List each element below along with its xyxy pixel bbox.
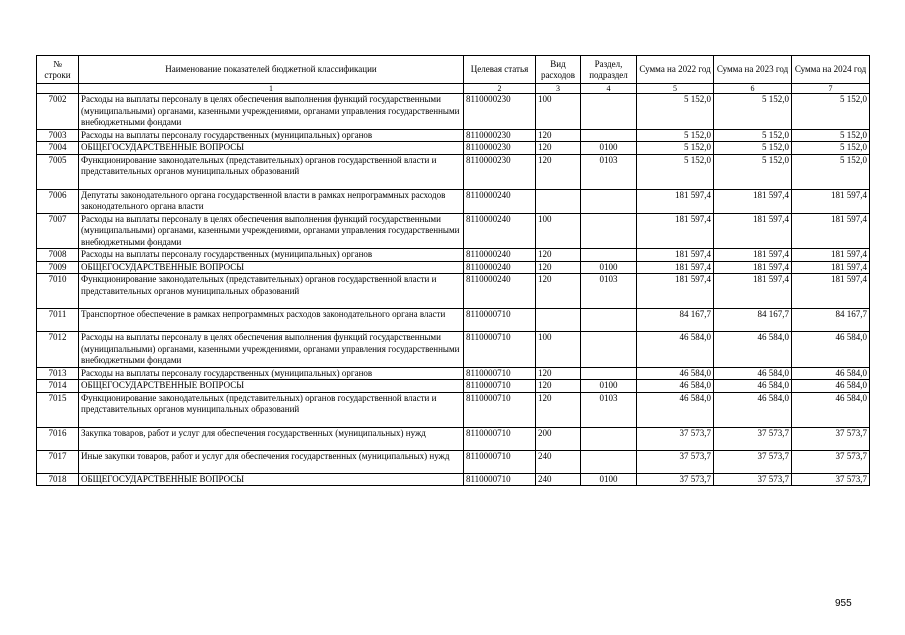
row-target-article: 8110000230	[464, 154, 536, 189]
row-sum-2022: 181 597,4	[637, 189, 714, 213]
table-row	[37, 427, 870, 450]
row-name: Расходы на выплаты персоналу государственных (муниципальных) органов	[79, 367, 464, 380]
header-row-number: № строки	[37, 56, 79, 84]
header-section: Раздел, подраздел	[581, 56, 637, 84]
row-name: ОБЩЕГОСУДАРСТВЕННЫЕ ВОПРОСЫ	[79, 380, 464, 393]
row-sum-2023: 181 597,4	[714, 249, 792, 262]
row-sum-2024: 181 597,4	[792, 261, 870, 274]
row-number: 7011	[37, 309, 79, 332]
row-target-article: 8110000710	[464, 473, 536, 486]
row-section	[581, 189, 637, 213]
table-row	[37, 129, 870, 142]
row-name: Функционирование законодательных (представительных) органов государственной власти и представительных органов муниципальных образований	[79, 392, 464, 427]
row-section	[581, 249, 637, 262]
row-sum-2022: 5 152,0	[637, 142, 714, 155]
column-index	[37, 84, 79, 94]
row-sum-2022: 84 167,7	[637, 309, 714, 332]
row-section: 0103	[581, 392, 637, 427]
row-sum-2024: 46 584,0	[792, 392, 870, 427]
header-name: Наименование показателей бюджетной классификации	[79, 56, 464, 84]
row-sum-2022: 181 597,4	[637, 274, 714, 309]
row-sum-2024: 5 152,0	[792, 94, 870, 130]
row-target-article: 8110000710	[464, 392, 536, 427]
row-sum-2024: 5 152,0	[792, 142, 870, 155]
table-row	[37, 332, 870, 368]
row-name: Депутаты законодательного органа государственной власти в рамках непрограммных расходов законодательного органа власти	[79, 189, 464, 213]
row-expense-type: 200	[536, 427, 581, 450]
row-sum-2024: 46 584,0	[792, 367, 870, 380]
table-row	[37, 261, 870, 274]
table-header-row	[37, 56, 870, 84]
row-sum-2022: 37 573,7	[637, 427, 714, 450]
row-sum-2023: 5 152,0	[714, 94, 792, 130]
row-section: 0100	[581, 261, 637, 274]
row-sum-2022: 181 597,4	[637, 261, 714, 274]
row-target-article: 8110000710	[464, 332, 536, 368]
row-target-article: 8110000230	[464, 94, 536, 130]
row-number: 7014	[37, 380, 79, 393]
column-index: 6	[714, 84, 792, 94]
row-expense-type: 120	[536, 154, 581, 189]
row-sum-2022: 37 573,7	[637, 450, 714, 473]
row-sum-2023: 181 597,4	[714, 274, 792, 309]
row-name: Функционирование законодательных (представительных) органов государственной власти и представительных органов муниципальных образований	[79, 274, 464, 309]
row-section	[581, 94, 637, 130]
row-sum-2024: 5 152,0	[792, 154, 870, 189]
row-section: 0103	[581, 274, 637, 309]
row-sum-2023: 37 573,7	[714, 427, 792, 450]
row-number: 7012	[37, 332, 79, 368]
row-section	[581, 427, 637, 450]
row-expense-type: 120	[536, 380, 581, 393]
row-section	[581, 450, 637, 473]
column-index: 5	[637, 84, 714, 94]
row-section	[581, 129, 637, 142]
table-row	[37, 249, 870, 262]
row-sum-2022: 181 597,4	[637, 249, 714, 262]
table-row	[37, 367, 870, 380]
row-sum-2023: 181 597,4	[714, 213, 792, 249]
row-name: Функционирование законодательных (представительных) органов государственной власти и представительных органов муниципальных образований	[79, 154, 464, 189]
row-sum-2023: 84 167,7	[714, 309, 792, 332]
row-number: 7008	[37, 249, 79, 262]
column-index: 2	[464, 84, 536, 94]
row-expense-type: 120	[536, 249, 581, 262]
row-sum-2023: 37 573,7	[714, 473, 792, 486]
row-expense-type: 120	[536, 129, 581, 142]
row-sum-2022: 46 584,0	[637, 380, 714, 393]
row-name: Транспортное обеспечение в рамках непрограммных расходов законодательного органа власти	[79, 309, 464, 332]
header-expense-type: Вид расходов	[536, 56, 581, 84]
row-sum-2024: 84 167,7	[792, 309, 870, 332]
header-sum-2024: Сумма на 2024 год	[792, 56, 870, 84]
table-row	[37, 450, 870, 473]
row-number: 7015	[37, 392, 79, 427]
row-sum-2024: 181 597,4	[792, 274, 870, 309]
page-number: 955	[835, 598, 852, 609]
row-expense-type: 120	[536, 261, 581, 274]
table-body	[37, 94, 870, 486]
row-sum-2024: 37 573,7	[792, 473, 870, 486]
row-section	[581, 367, 637, 380]
row-number: 7004	[37, 142, 79, 155]
budget-table	[36, 55, 870, 486]
row-name: Расходы на выплаты персоналу в целях обеспечения выполнения функций государственными (муниципальными) органами, казенными учреждениями, органами управления государственными внебюджетными фондами	[79, 213, 464, 249]
row-section: 0100	[581, 142, 637, 155]
row-name: Расходы на выплаты персоналу в целях обеспечения выполнения функций государственными (муниципальными) органами, казенными учреждениями, органами управления государственными внебюджетными фондами	[79, 332, 464, 368]
row-expense-type: 120	[536, 274, 581, 309]
table-row	[37, 142, 870, 155]
row-expense-type: 120	[536, 367, 581, 380]
row-sum-2023: 46 584,0	[714, 392, 792, 427]
row-sum-2023: 46 584,0	[714, 367, 792, 380]
row-name: Иные закупки товаров, работ и услуг для обеспечения государственных (муниципальных) нужд	[79, 450, 464, 473]
column-index-row	[37, 84, 870, 94]
row-target-article: 8110000710	[464, 309, 536, 332]
row-name: Расходы на выплаты персоналу государственных (муниципальных) органов	[79, 129, 464, 142]
row-sum-2024: 37 573,7	[792, 450, 870, 473]
row-target-article: 8110000240	[464, 189, 536, 213]
row-sum-2022: 46 584,0	[637, 392, 714, 427]
row-sum-2022: 5 152,0	[637, 94, 714, 130]
row-sum-2024: 37 573,7	[792, 427, 870, 450]
row-expense-type: 100	[536, 213, 581, 249]
row-sum-2023: 46 584,0	[714, 380, 792, 393]
row-number: 7013	[37, 367, 79, 380]
row-sum-2024: 181 597,4	[792, 213, 870, 249]
row-name: Расходы на выплаты персоналу государственных (муниципальных) органов	[79, 249, 464, 262]
row-sum-2022: 46 584,0	[637, 367, 714, 380]
table-row	[37, 189, 870, 213]
row-sum-2023: 5 152,0	[714, 142, 792, 155]
row-sum-2023: 37 573,7	[714, 450, 792, 473]
column-index: 7	[792, 84, 870, 94]
row-number: 7017	[37, 450, 79, 473]
row-expense-type	[536, 309, 581, 332]
row-number: 7003	[37, 129, 79, 142]
row-target-article: 8110000240	[464, 213, 536, 249]
column-index: 4	[581, 84, 637, 94]
row-sum-2023: 181 597,4	[714, 189, 792, 213]
row-sum-2022: 5 152,0	[637, 154, 714, 189]
table-row	[37, 213, 870, 249]
row-expense-type: 240	[536, 473, 581, 486]
row-section: 0100	[581, 473, 637, 486]
row-sum-2023: 46 584,0	[714, 332, 792, 368]
row-target-article: 8110000230	[464, 129, 536, 142]
row-sum-2022: 181 597,4	[637, 213, 714, 249]
row-sum-2023: 181 597,4	[714, 261, 792, 274]
row-name: Расходы на выплаты персоналу в целях обеспечения выполнения функций государственными (муниципальными) органами, казенными учреждениями, органами управления государственными внебюджетными фондами	[79, 94, 464, 130]
row-sum-2024: 181 597,4	[792, 249, 870, 262]
table-row	[37, 392, 870, 427]
column-index: 1	[79, 84, 464, 94]
row-number: 7010	[37, 274, 79, 309]
table-row	[37, 94, 870, 130]
row-section	[581, 332, 637, 368]
row-section: 0103	[581, 154, 637, 189]
row-number: 7005	[37, 154, 79, 189]
row-sum-2024: 46 584,0	[792, 380, 870, 393]
row-target-article: 8110000240	[464, 249, 536, 262]
row-expense-type: 120	[536, 142, 581, 155]
row-target-article: 8110000710	[464, 427, 536, 450]
row-target-article: 8110000710	[464, 367, 536, 380]
row-sum-2022: 37 573,7	[637, 473, 714, 486]
row-name: ОБЩЕГОСУДАРСТВЕННЫЕ ВОПРОСЫ	[79, 261, 464, 274]
row-section	[581, 213, 637, 249]
row-number: 7009	[37, 261, 79, 274]
header-sum-2022: Сумма на 2022 год	[637, 56, 714, 84]
row-number: 7002	[37, 94, 79, 130]
row-sum-2024: 5 152,0	[792, 129, 870, 142]
row-target-article: 8110000240	[464, 274, 536, 309]
row-target-article: 8110000230	[464, 142, 536, 155]
table-row	[37, 309, 870, 332]
row-name: ОБЩЕГОСУДАРСТВЕННЫЕ ВОПРОСЫ	[79, 473, 464, 486]
column-index: 3	[536, 84, 581, 94]
row-sum-2022: 5 152,0	[637, 129, 714, 142]
row-number: 7006	[37, 189, 79, 213]
row-section	[581, 309, 637, 332]
header-sum-2023: Сумма на 2023 год	[714, 56, 792, 84]
row-name: Закупка товаров, работ и услуг для обеспечения государственных (муниципальных) нужд	[79, 427, 464, 450]
row-section: 0100	[581, 380, 637, 393]
row-name: ОБЩЕГОСУДАРСТВЕННЫЕ ВОПРОСЫ	[79, 142, 464, 155]
row-target-article: 8110000240	[464, 261, 536, 274]
row-number: 7018	[37, 473, 79, 486]
row-sum-2023: 5 152,0	[714, 154, 792, 189]
row-number: 7007	[37, 213, 79, 249]
header-target-article: Целевая статья	[464, 56, 536, 84]
row-expense-type: 100	[536, 94, 581, 130]
row-expense-type	[536, 189, 581, 213]
row-number: 7016	[37, 427, 79, 450]
table-row	[37, 380, 870, 393]
row-sum-2023: 5 152,0	[714, 129, 792, 142]
row-sum-2024: 46 584,0	[792, 332, 870, 368]
table-row	[37, 274, 870, 309]
row-expense-type: 100	[536, 332, 581, 368]
row-target-article: 8110000710	[464, 380, 536, 393]
row-target-article: 8110000710	[464, 450, 536, 473]
row-sum-2024: 181 597,4	[792, 189, 870, 213]
row-sum-2022: 46 584,0	[637, 332, 714, 368]
row-expense-type: 240	[536, 450, 581, 473]
table-row	[37, 473, 870, 486]
row-expense-type: 120	[536, 392, 581, 427]
table-row	[37, 154, 870, 189]
